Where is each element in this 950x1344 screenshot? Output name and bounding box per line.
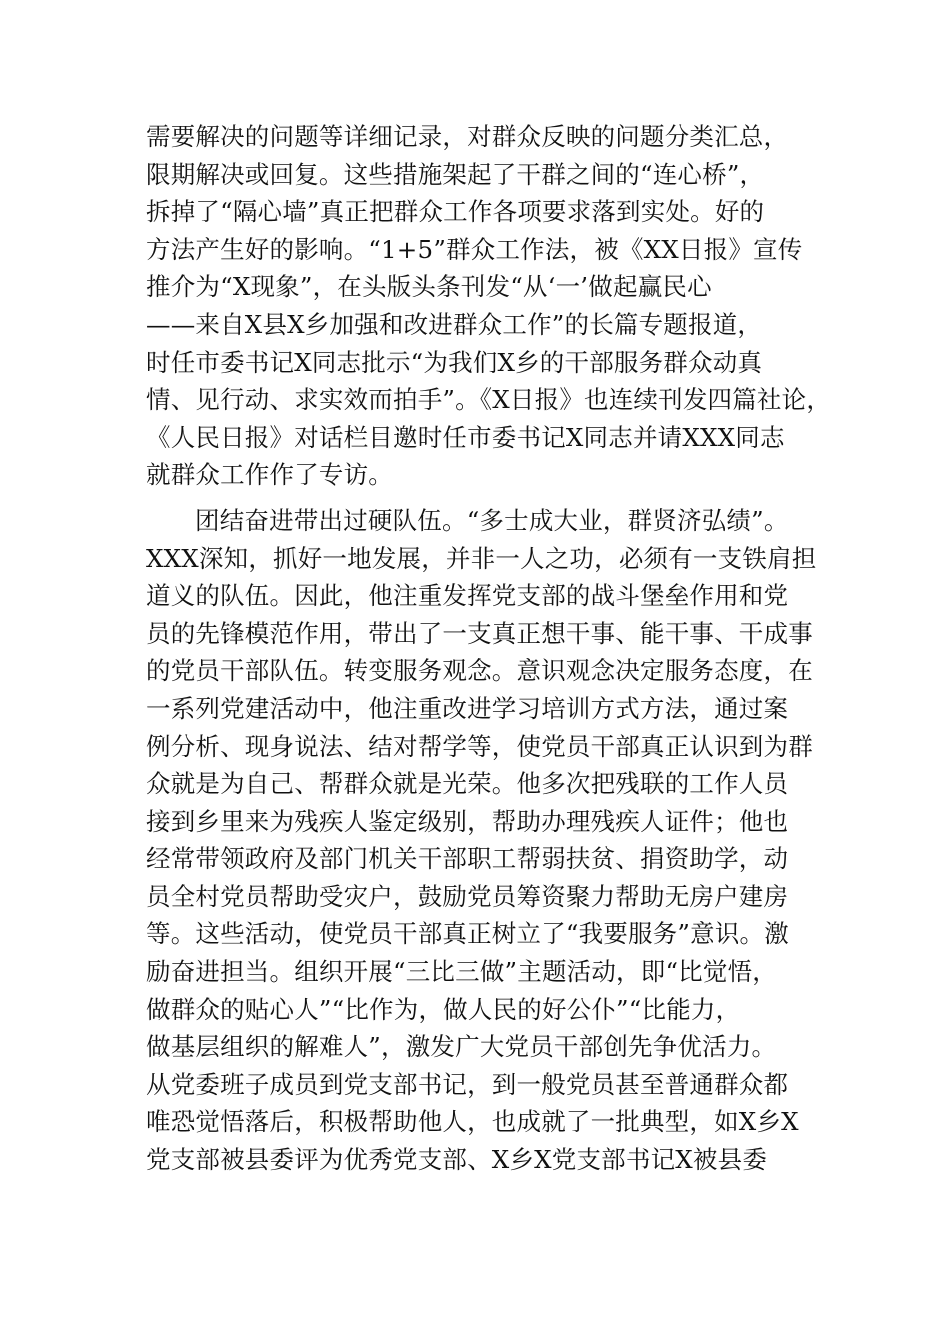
text-line: 的党员干部队伍。转变服务观念。意识观念决定服务态度，在 [146,656,813,686]
text-line: 做群众的贴心人”“比作为，做人民的好公仆”“比能力， [146,994,741,1024]
paragraph-1 [146,118,832,494]
body-text [146,118,832,1179]
text-line: 例分析、现身说法、结对帮学等，使党员干部真正认识到为群 [146,731,813,761]
text-line: 员的先锋模范作用，带出了一支真正想干事、能干事、干成事 [146,618,813,648]
text-line: 经常带领政府及部门机关干部职工帮弱扶贫、捐资助学，动 [146,844,789,874]
text-line: 道义的队伍。因此，他注重发挥党支部的战斗堡垒作用和党 [146,581,789,611]
text-line: 员全村党员帮助受灾户，鼓励党员筹资聚力帮助无房户建房 [146,881,789,911]
text-line: 接到乡里来为残疾人鉴定级别，帮助办理残疾人证件；他也 [146,806,789,836]
paragraph-2 [146,502,816,1179]
text-line: 拆掉了“隔心墙”真正把群众工作各项要求落到实处。好的 [146,197,765,227]
text-line: ——来自X县X乡加强和改进群众工作”的长篇专题报道， [146,309,763,339]
text-line: 方法产生好的影响。“1+5”群众工作法，被《XX日报》宣传 [146,234,803,264]
text-line: 一系列党建活动中，他注重改进学习培训方式方法，通过案 [146,693,789,723]
text-line: 党支部被县委评为优秀党支部、X乡X党支部书记X被县委 [146,1145,768,1175]
text-line: 众就是为自己、帮群众就是光荣。他多次把残联的工作人员 [146,769,789,799]
text-line: 等。这些活动，使党员干部真正树立了“我要服务”意识。激 [146,919,789,949]
text-line: 限期解决或回复。这些措施架起了干群之间的“连心桥”， [146,159,765,189]
text-line: 需要解决的问题等详细记录，对群众反映的问题分类汇总， [146,122,789,151]
paragraph-gap [146,494,816,502]
text-line: 励奋进担当。组织开展“三比三做”主题活动，即“比觉悟， [146,957,777,987]
text-line: 《人民日报》对话栏目邀时任市委书记X同志并请XXX同志 [146,422,785,452]
text-line: 做基层组织的解难人”，激发广大党员干部创先争优活力。 [146,1032,777,1062]
text-line: 推介为“X现象”，在头版头条刊发“从‘一’做起赢民心 [146,272,712,302]
text-line: XXX深知，抓好一地发展，并非一人之功，必须有一支铁肩担 [146,543,817,573]
text-line: 从党委班子成员到党支部书记，到一般党员甚至普通群众都 [146,1069,789,1099]
text-line: 团结奋进带出过硬队伍。“多士成大业，群贤济弘绩”。 [195,505,789,535]
text-line: 时任市委书记X同志批示“为我们X乡的干部服务群众动真 [146,347,763,377]
text-line: 唯恐觉悟落后，积极帮助他人，也成就了一批典型，如X乡X [146,1107,799,1137]
text-line: 就群众工作作了专访。 [146,460,393,490]
text-line: 情、见行动、求实效而拍手”。《X日报》也连续刊发四篇社论， [146,385,832,415]
